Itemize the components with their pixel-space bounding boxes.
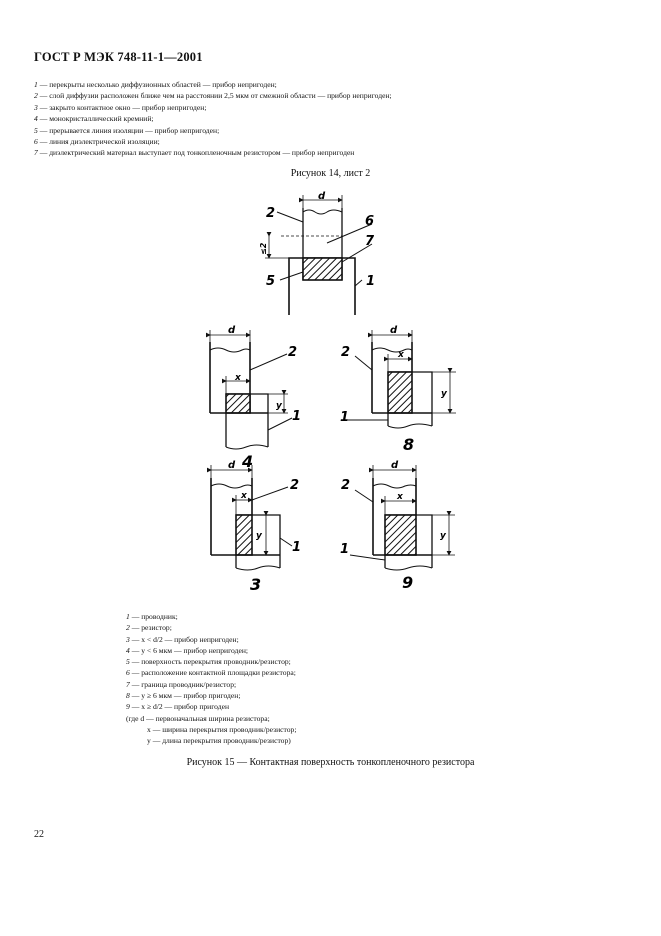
label-y: y [441,389,447,399]
label-1: 1 [366,274,376,289]
label-x: x [398,350,404,360]
label-8: 8 [403,435,415,454]
legend-item: 1 — проводник; [126,612,178,621]
label-2: 2 [290,478,300,493]
diagram-9 [350,465,455,570]
label-7: 7 [365,234,375,249]
document-header: ГОСТ Р МЭК 748-11-1—2001 [34,50,203,64]
label-y: y [276,401,282,411]
figure-15-caption: Рисунок 15 — Контактная поверхность тонкопленочного резистора [186,757,475,768]
diagram-8 [345,330,456,428]
label-d: d [390,325,398,336]
label-d: d [318,191,326,202]
label-y: y [256,531,262,541]
label-5: 5 [266,274,276,289]
label-1: 1 [292,409,302,424]
diagram-top [265,195,375,315]
label-2: 2 [341,478,351,493]
legend-note: y — длина перекрытия проводник/резистор) [147,736,291,746]
list-item: 5 — прерывается линия изоляции — прибор непригоден; [34,125,220,135]
label-x: x [235,373,241,383]
legend-note: x — ширина перекрытия проводник/резистор; [147,724,297,734]
list-item: 7 — диэлектрический материал выступает под тонкопленочным резистором — прибор непригоден [34,148,355,158]
figure-legend [126,611,296,747]
page-number: 22 [34,829,44,840]
label-y: y [440,531,446,541]
label-x: x [241,491,247,501]
label-d: d [228,325,236,336]
label-3: 3 [250,575,262,594]
label-2: 2 [341,345,351,360]
label-dim: ≤2 [259,242,268,255]
list-item: 1 — перекрыты несколько диффузионных областей — прибор непригоден; [34,80,277,89]
list-item: 4 — монокристаллический кремний; [34,114,154,124]
label-d: d [228,460,236,471]
legend-note: (где d — первоначальная ширина резистора; [126,713,270,723]
list-item: 2 — слой диффузии расположен ближе чем на расстоянии 2,5 мкм от смежной области — прибор непригоден; [34,91,392,101]
legend-item: 3 — x < d/2 — прибор непригоден; [126,634,239,644]
label-9: 9 [402,573,414,592]
legend-item: 4 — y < 6 мкм — прибор непригоден; [126,645,249,655]
legend-item: 6 — расположение контактной площадки резистора; [126,668,296,678]
label-x: x [397,492,403,502]
label-2: 2 [266,206,276,221]
label-1: 1 [292,540,302,555]
list-item: 3 — закрыто контактное окно — прибор непригоден; [34,102,207,112]
label-4: 4 [242,452,254,471]
label-1: 1 [340,542,350,557]
label-2: 2 [288,345,298,360]
label-6: 6 [365,214,375,229]
diagram-4 [210,330,292,449]
legend-item: 5 — поверхность перекрытия проводник/резистор; [126,657,291,667]
legend-item: 8 — y ≥ 6 мкм — прибор пригоден; [126,691,241,701]
legend-item: 9 — x ≥ d/2 — прибор пригоден [126,702,230,712]
label-1: 1 [340,410,350,425]
legend-item: 7 — граница проводник/резистор; [126,679,237,689]
label-d: d [391,460,399,471]
figure-14-caption: Рисунок 14, лист 2 [290,168,371,179]
legend-item: 2 — резистор; [126,623,172,633]
list-item: 6 — линия диэлектрической изоляции; [34,137,160,147]
diagram-3 [211,465,292,570]
